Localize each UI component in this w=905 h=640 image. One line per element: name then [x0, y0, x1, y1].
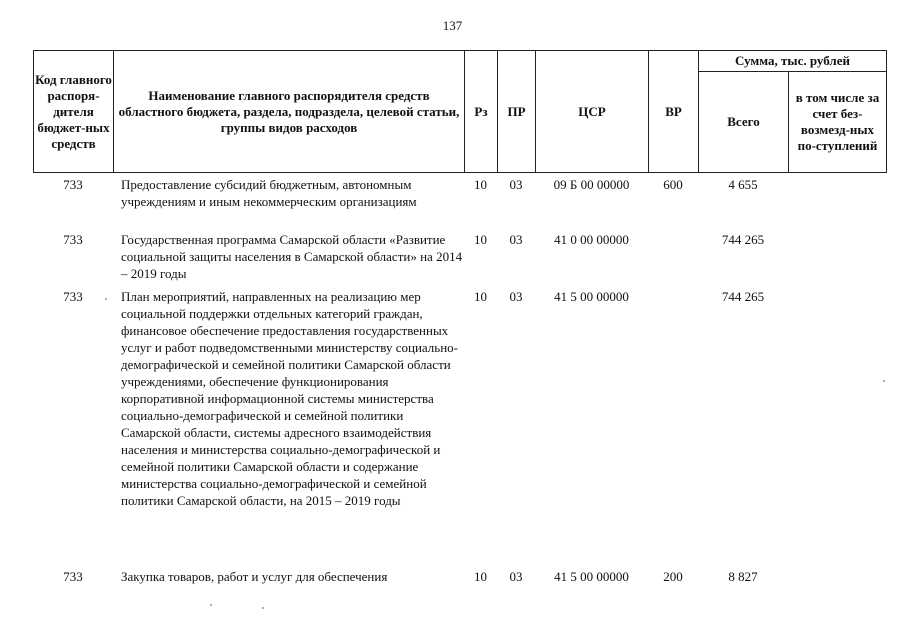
header-sum-incl: в том числе за счет без-возмезд-ных по-ступлений [795, 89, 880, 153]
cell-code: 733 [63, 177, 83, 192]
cell-name: Государственная программа Самарской области «Развитие социальной защиты населения в Самарской области» на 2014 – 2019 годы [121, 232, 463, 281]
cell-csr: 41 0 00 00000 [554, 232, 629, 247]
cell-vr: 200 [663, 569, 683, 584]
scan-speck [262, 607, 264, 609]
header-vr: ВР [649, 51, 699, 172]
cell-csr: 41 5 00 00000 [554, 569, 629, 584]
header-sum-total: Всего [699, 71, 789, 172]
cell-code: 733 [63, 232, 83, 247]
header-name: Наименование главного распорядителя средств областного бюджета, раздела, подраздела, целевой статьи, группы видов расходов [114, 51, 465, 172]
cell-name: План мероприятий, направленных на реализацию мер социальной поддержки отдельных категорий граждан, финансовое обеспечение предоставления государственных услуг и работ подведомственными министерству социально-демографической и семейной политики Самарской области учреждениями, обеспечение функционирования корпоративной информационной системы министерства социально-демографической и семейной политики Самарской области, системы адресного взаимодействия населения и министерства социально-демографической и семейной политики Самарской области и содержание министерства социально-демографической и семейной политики Самарской области, на 2015 – 2019 годы [121, 289, 458, 508]
cell-total: 744 265 [721, 232, 765, 247]
cell-csr: 41 5 00 00000 [554, 289, 629, 304]
cell-total: 4 655 [728, 177, 758, 192]
scan-speck [105, 298, 107, 300]
cell-csr: 09 Б 00 00000 [553, 177, 630, 192]
header-code: Код главного распоря-дителя бюджет-ных средств [34, 51, 114, 172]
header-rz: Рз [465, 51, 498, 172]
cell-pr: 03 [509, 289, 523, 304]
header-sum-group [699, 51, 886, 172]
table-header [33, 50, 887, 173]
cell-pr: 03 [509, 177, 523, 192]
cell-rz: 10 [474, 177, 487, 192]
cell-total: 8 827 [728, 569, 758, 584]
scan-speck [883, 380, 885, 382]
header-sum-title: Сумма, тыс. рублей [699, 51, 886, 72]
header-pr: ПР [498, 51, 536, 172]
cell-rz: 10 [474, 569, 487, 584]
cell-code: 733 [63, 289, 83, 304]
cell-name: Предоставление субсидий бюджетным, автономным учреждениям и иным некоммерческим организациям [121, 177, 417, 209]
cell-pr: 03 [509, 569, 523, 584]
page-number: 137 [442, 18, 463, 33]
cell-vr: 600 [663, 177, 683, 192]
cell-rz: 10 [474, 289, 487, 304]
scan-speck [210, 604, 212, 606]
cell-total: 744 265 [721, 289, 765, 304]
cell-pr: 03 [509, 232, 523, 247]
cell-code: 733 [63, 569, 83, 584]
cell-name: Закупка товаров, работ и услуг для обеспечения [121, 569, 388, 584]
cell-rz: 10 [474, 232, 487, 247]
header-csr: ЦСР [536, 51, 649, 172]
